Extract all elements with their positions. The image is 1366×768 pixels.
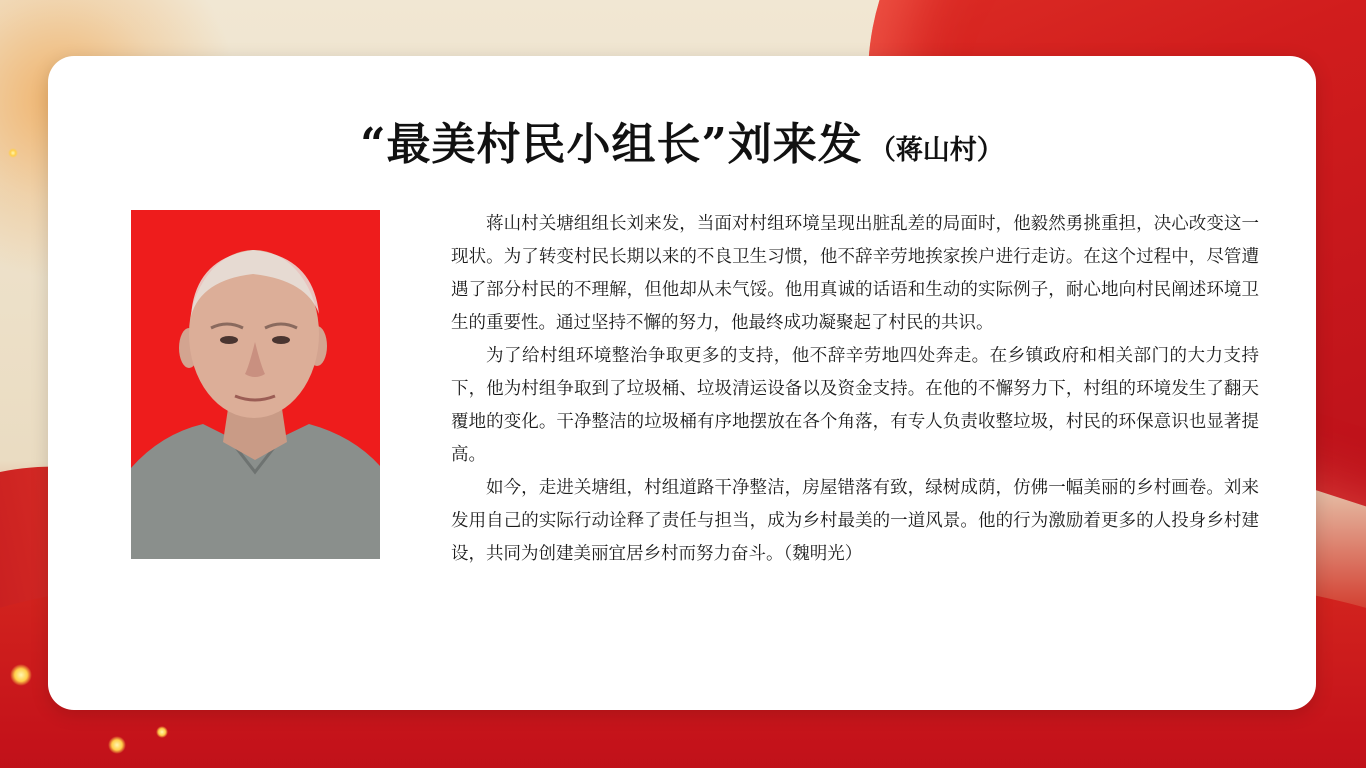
sparkle bbox=[8, 148, 18, 158]
title-village: （蒋山村） bbox=[868, 135, 1004, 166]
sparkle bbox=[156, 726, 168, 738]
page-title bbox=[48, 108, 1316, 172]
portrait-photo bbox=[131, 210, 380, 559]
sparkle bbox=[10, 664, 32, 686]
paragraph: 为了给村组环境整治争取更多的支持，他不辞辛劳地四处奔走。在乡镇政府和相关部门的大力支持下，他为村组争取到了垃圾桶、垃圾清运设备以及资金支持。在他的不懈努力下，村组的环境发生了翻天覆地的变化。干净整洁的垃圾桶有序地摆放在各个角落，有专人负责收整垃圾，村民的环保意识也显著提高。 bbox=[451, 346, 1259, 465]
biography-text bbox=[451, 208, 1259, 571]
profile-card bbox=[48, 56, 1316, 710]
portrait-illustration bbox=[131, 210, 380, 559]
sparkle bbox=[108, 736, 126, 754]
title-main: “最美村民小组长”刘来发 bbox=[360, 119, 863, 170]
paragraph: 如今，走进关塘组，村组道路干净整洁，房屋错落有致，绿树成荫，仿佛一幅美丽的乡村画卷。刘来发用自己的实际行动诠释了责任与担当，成为乡村最美的一道风景。他的行为激励着更多的人投身乡村建设，共同为创建美丽宜居乡村而努力奋斗。（魏明光） bbox=[451, 478, 1259, 564]
paragraph: 蒋山村关塘组组长刘来发，当面对村组环境呈现出脏乱差的局面时，他毅然勇挑重担，决心改变这一现状。为了转变村民长期以来的不良卫生习惯，他不辞辛劳地挨家挨户进行走访。在这个过程中，尽管遭遇了部分村民的不理解，但他却从未气馁。他用真诚的话语和生动的实际例子，耐心地向村民阐述环境卫生的重要性。通过坚持不懈的努力，他最终成功凝聚起了村民的共识。 bbox=[451, 214, 1259, 333]
